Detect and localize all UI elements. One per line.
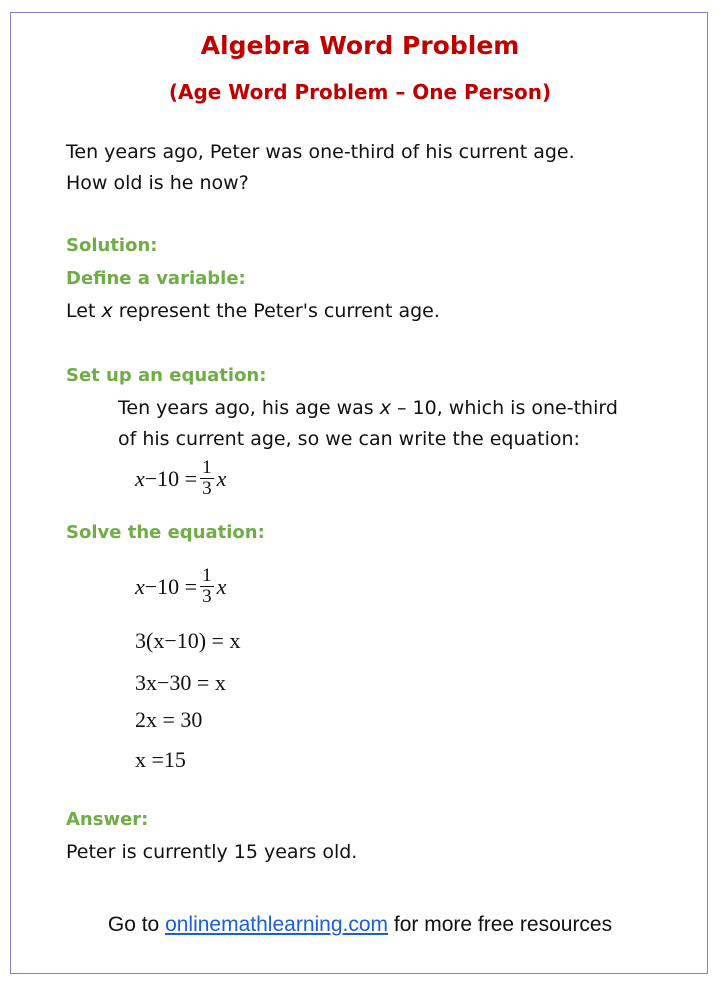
footer: Go to onlinemathlearning.com for more free resources xyxy=(107,913,613,936)
setup-label: Set up an equation: xyxy=(66,365,267,386)
equation: x −10 = $\frac{1}{3}$ x xyxy=(135,457,227,499)
solution-label: Solution: xyxy=(66,235,158,256)
step-1: x −10 = $\frac{1}{3}$ x xyxy=(135,565,227,607)
step-4: 2x = 30 xyxy=(135,707,203,732)
page-subtitle: (Age Word Problem – One Person) xyxy=(168,80,552,104)
setup-line-1: Ten years ago, his age was x – 10, which is one-third xyxy=(118,397,618,419)
define-label: Define a variable: xyxy=(66,268,246,289)
answer-text: Peter is currently 15 years old. xyxy=(66,841,358,863)
step-2: 3(x−10) = x xyxy=(135,628,241,653)
solve-label: Solve the equation: xyxy=(66,522,265,543)
problem-line-1: Ten years ago, Peter was one-third of his current age. xyxy=(66,141,575,163)
step-5: x =15 xyxy=(135,747,186,772)
site-link[interactable]: onlinemathlearning.com xyxy=(165,913,389,936)
problem-line-2: How old is he now? xyxy=(66,172,249,194)
setup-line-2: of his current age, so we can write the equation: xyxy=(118,428,580,450)
define-text: Let x represent the Peter's current age. xyxy=(66,300,440,322)
page-title: Algebra Word Problem xyxy=(200,31,520,60)
answer-label: Answer: xyxy=(66,809,149,830)
step-3: 3x−30 = x xyxy=(135,670,226,695)
